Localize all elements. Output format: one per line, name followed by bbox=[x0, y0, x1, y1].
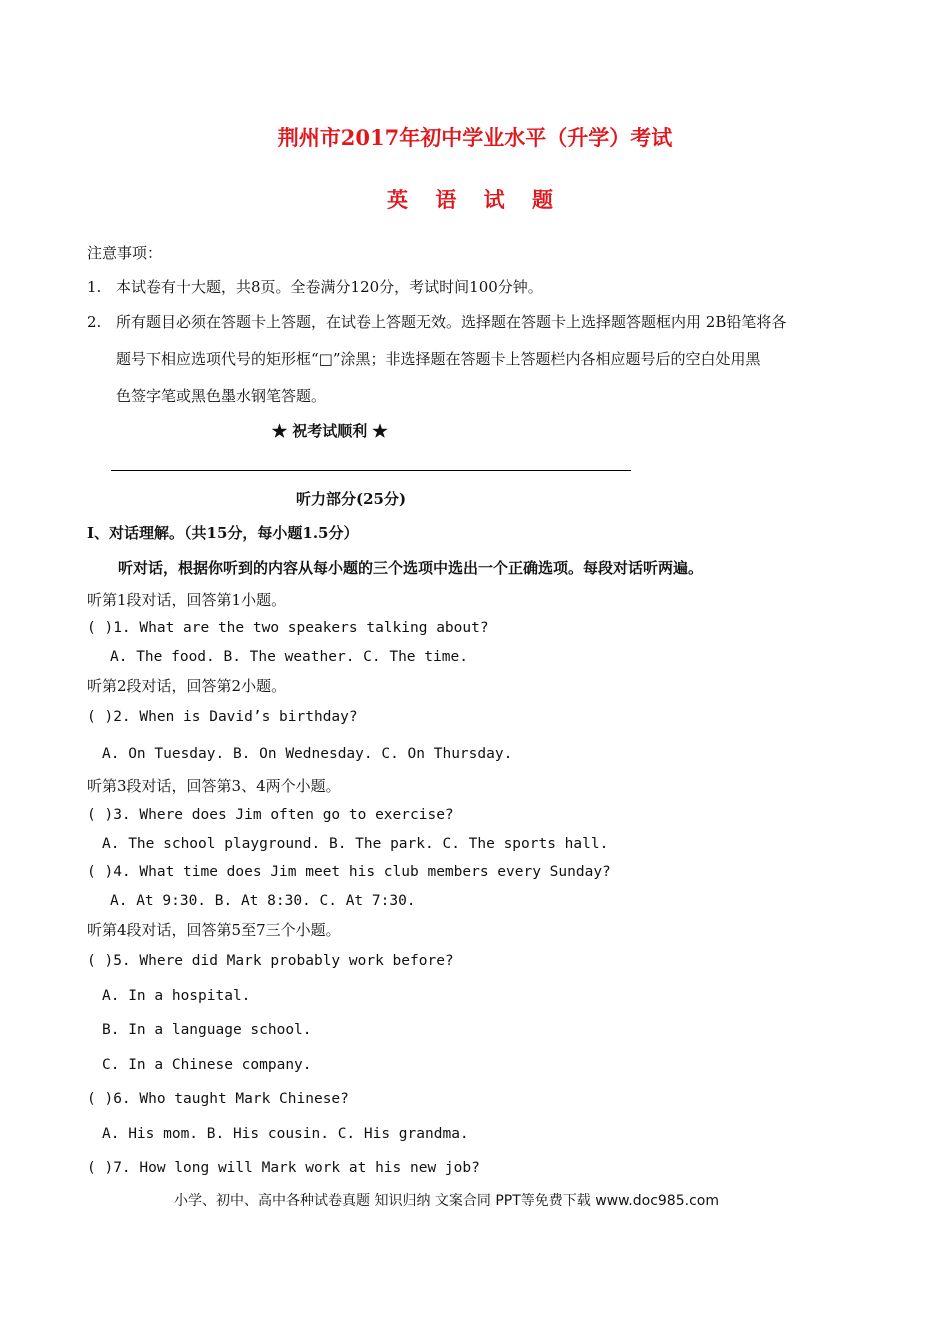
note-2-line-1: 所有题目必须在答题卡上答题，在试卷上答题无效。选择题在答题卡上选择题答题框内用 2B铅笔将各 bbox=[116, 313, 787, 331]
question-3-options: A. The school playground. B. The park. C. The sports hall. bbox=[102, 836, 609, 852]
notes-heading: 注意事项： bbox=[87, 244, 163, 262]
divider-line bbox=[111, 470, 631, 471]
question-1: ( )1. What are the two speakers talking about? bbox=[87, 620, 489, 636]
good-luck-wish: ★ 祝考试顺利 ★ bbox=[272, 422, 388, 440]
question-4: ( )4. What time does Jim meet his club members every Sunday? bbox=[87, 864, 611, 880]
note-1-text: 本试卷有十大题，共8页。全卷满分120分，考试时间100分钟。 bbox=[116, 278, 543, 296]
listening-part-title: 听力部分(25分) bbox=[296, 490, 407, 508]
question-5-option-b: B. In a language school. bbox=[102, 1022, 312, 1038]
question-2: ( )2. When is David’s birthday? bbox=[87, 709, 358, 725]
dialogue-3-intro: 听第3段对话，回答第3、4两个小题。 bbox=[87, 777, 341, 795]
question-5: ( )5. Where did Mark probably work before? bbox=[87, 953, 454, 969]
question-5-option-a: A. In a hospital. bbox=[102, 988, 251, 1004]
exam-title: 荆州市2017年初中学业水平（升学）考试 bbox=[277, 125, 673, 150]
question-7: ( )7. How long will Mark work at his new job? bbox=[87, 1160, 480, 1176]
question-2-options: A. On Tuesday. B. On Wednesday. C. On Thursday. bbox=[102, 746, 513, 762]
section-1-instruction: 听对话，根据你听到的内容从每小题的三个选项中选出一个正确选项。每段对话听两遍。 bbox=[118, 559, 704, 577]
question-6: ( )6. Who taught Mark Chinese? bbox=[87, 1091, 349, 1107]
note-2-line-2: 题号下相应选项代号的矩形框“□”涂黑；非选择题在答题卡上答题栏内各相应题号后的空白处用黑 bbox=[116, 350, 761, 368]
note-2-number: 2. bbox=[87, 313, 102, 331]
question-5-option-c: C. In a Chinese company. bbox=[102, 1057, 312, 1073]
footer-text: 小学、初中、高中各种试卷真题 知识归纳 文案合同 PPT等免费下载 www.doc985.com bbox=[174, 1193, 719, 1209]
question-6-options: A. His mom. B. His cousin. C. His grandma. bbox=[102, 1126, 469, 1142]
question-4-options: A. At 9:30. B. At 8:30. C. At 7:30. bbox=[110, 893, 416, 909]
note-2-line-3: 色签字笔或黑色墨水钢笔答题。 bbox=[116, 387, 327, 405]
question-1-options: A. The food. B. The weather. C. The time. bbox=[110, 649, 468, 665]
note-1-number: 1. bbox=[87, 278, 102, 296]
section-1-title: Ⅰ、对话理解。（共15分，每小题1.5分） bbox=[87, 524, 359, 542]
question-3: ( )3. Where does Jim often go to exercise? bbox=[87, 807, 454, 823]
dialogue-2-intro: 听第2段对话，回答第2小题。 bbox=[87, 677, 287, 695]
dialogue-1-intro: 听第1段对话，回答第1小题。 bbox=[87, 591, 287, 609]
exam-subtitle: 英 语 试 题 bbox=[387, 187, 563, 212]
dialogue-4-intro: 听第4段对话，回答第5至7三个小题。 bbox=[87, 921, 341, 939]
